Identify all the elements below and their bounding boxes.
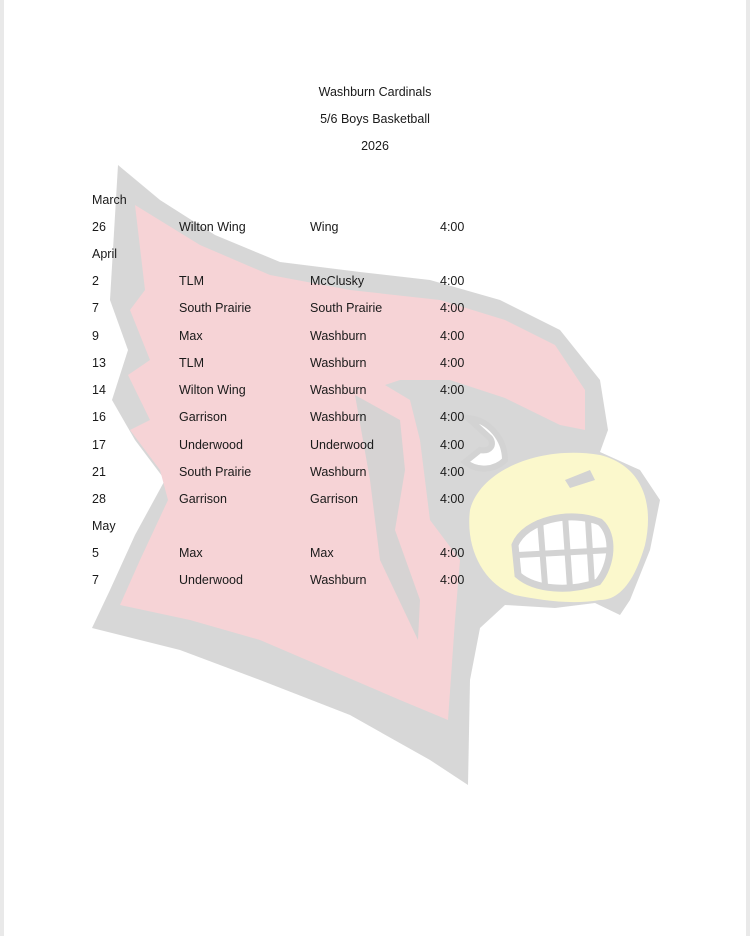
month-header xyxy=(0,191,750,209)
month-label: March xyxy=(92,193,127,207)
game-location: Garrison xyxy=(310,492,358,506)
game-time: 4:00 xyxy=(440,573,465,587)
game-location: Washburn xyxy=(310,465,367,479)
game-opponent: South Prairie xyxy=(179,465,252,479)
game-opponent: Wilton Wing xyxy=(179,383,246,397)
game-row xyxy=(0,299,750,317)
game-location: Washburn xyxy=(310,383,367,397)
game-day: 26 xyxy=(92,220,106,234)
game-location: South Prairie xyxy=(310,301,383,315)
season-year: 2026 xyxy=(361,139,389,153)
game-row xyxy=(0,354,750,372)
game-day: 17 xyxy=(92,438,106,452)
game-location: Washburn xyxy=(310,410,367,424)
game-row xyxy=(0,490,750,508)
game-row xyxy=(0,272,750,290)
game-location: Washburn xyxy=(310,356,367,370)
game-opponent: Garrison xyxy=(179,492,227,506)
game-day: 14 xyxy=(92,383,106,397)
game-row xyxy=(0,218,750,236)
game-opponent: Max xyxy=(179,546,203,560)
game-day: 7 xyxy=(92,301,99,315)
game-time: 4:00 xyxy=(440,492,465,506)
game-opponent: Max xyxy=(179,329,203,343)
game-time: 4:00 xyxy=(440,301,465,315)
game-opponent: Garrison xyxy=(179,410,227,424)
game-location: McClusky xyxy=(310,274,365,288)
game-time: 4:00 xyxy=(440,274,465,288)
game-day: 13 xyxy=(92,356,106,370)
game-location: Underwood xyxy=(310,438,374,452)
game-opponent: Wilton Wing xyxy=(179,220,246,234)
game-row xyxy=(0,463,750,481)
game-time: 4:00 xyxy=(440,356,465,370)
game-time: 4:00 xyxy=(440,383,465,397)
game-day: 16 xyxy=(92,410,106,424)
game-row xyxy=(0,381,750,399)
game-opponent: South Prairie xyxy=(179,301,252,315)
game-opponent: Underwood xyxy=(179,438,243,452)
game-time: 4:00 xyxy=(440,438,465,452)
game-location: Washburn xyxy=(310,573,367,587)
month-header xyxy=(0,517,750,535)
game-day: 21 xyxy=(92,465,106,479)
game-time: 4:00 xyxy=(440,329,465,343)
game-location: Wing xyxy=(310,220,339,234)
team-name: Washburn Cardinals xyxy=(318,85,432,99)
game-time: 4:00 xyxy=(440,410,465,424)
game-time: 4:00 xyxy=(440,465,465,479)
game-day: 2 xyxy=(92,274,99,288)
program-title: 5/6 Boys Basketball xyxy=(320,112,430,126)
game-day: 5 xyxy=(92,546,99,560)
game-row xyxy=(0,571,750,589)
game-day: 9 xyxy=(92,329,99,343)
game-row xyxy=(0,408,750,426)
game-time: 4:00 xyxy=(440,546,465,560)
game-time: 4:00 xyxy=(440,220,465,234)
month-label: April xyxy=(92,247,118,261)
game-opponent: TLM xyxy=(179,274,204,288)
game-opponent: TLM xyxy=(179,356,204,370)
game-opponent: Underwood xyxy=(179,573,243,587)
game-row xyxy=(0,436,750,454)
game-row xyxy=(0,544,750,562)
month-label: May xyxy=(92,519,116,533)
game-row xyxy=(0,327,750,345)
game-day: 28 xyxy=(92,492,106,506)
game-location: Washburn xyxy=(310,329,367,343)
game-location: Max xyxy=(310,546,334,560)
month-header xyxy=(0,245,750,263)
game-day: 7 xyxy=(92,573,99,587)
